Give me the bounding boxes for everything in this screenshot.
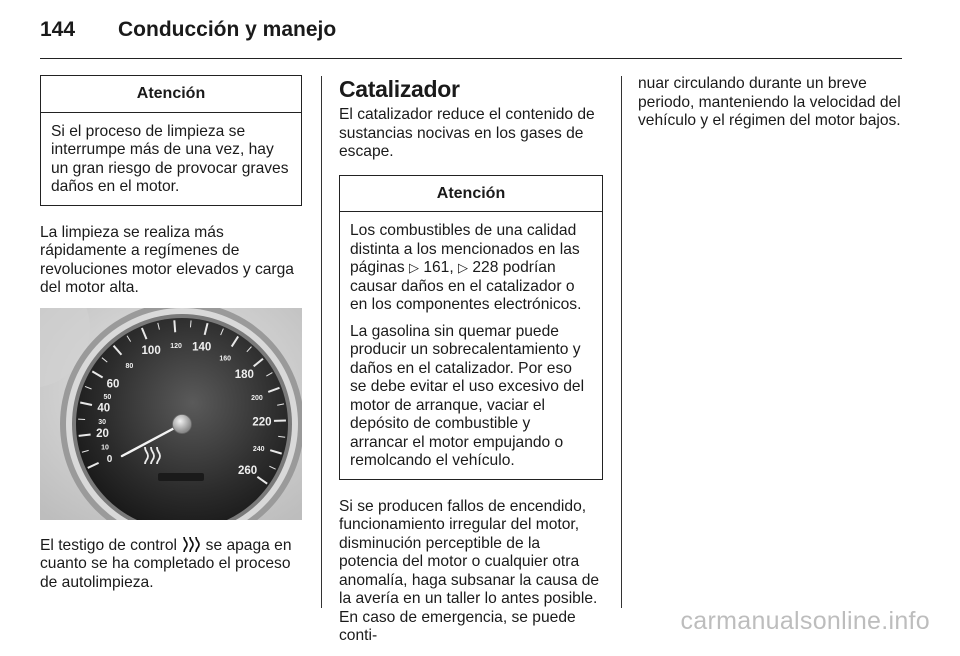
gauge-scale-label: 160	[219, 355, 231, 362]
notice-text: La gasolina sin quemar puede producir un sobrecalentamiento y daños en el catalizador. Por eso se debe evitar el uso excesivo del motor de arranque, vaciar el depósito de combustible y arrancar el motor empujando o remolcando el vehículo.	[350, 323, 592, 471]
notice-text: Si el proceso de limpieza se interrumpe más de una vez, hay un gran riesgo de provocar graves daños en el motor.	[51, 123, 291, 197]
gauge-scale-label: 220	[252, 416, 271, 428]
page-number: 144	[40, 18, 75, 42]
indicator-paragraph	[40, 536, 302, 593]
page-reference[interactable]: 228	[472, 259, 498, 276]
notice-text: Los combustibles de una calidad distinta a los mencionados en las páginas ▷ 161, ▷ 228 podrían causar daños en el catalizador o en los componentes electrónicos.	[350, 222, 592, 315]
watermark: carmanualsonline.info	[680, 607, 930, 636]
column-divider	[321, 76, 322, 608]
gauge-scale-label: 120	[170, 343, 182, 350]
body-paragraph: Si se producen fallos de encendido, funcionamiento irregular del motor, disminución perceptible de la potencia del motor o cualquier otra anomalía, haga subsanar la causa de la avería en un taller lo antes posible. En caso de emergencia, se puede conti-	[339, 498, 603, 646]
page-reference[interactable]: 161	[423, 259, 449, 276]
gauge-scale-label: 30	[98, 419, 106, 426]
column-divider	[621, 76, 622, 608]
page-header	[40, 16, 902, 59]
section-title: Conducción y manejo	[118, 18, 336, 42]
gauge-scale-label: 80	[125, 362, 133, 369]
column-3	[638, 75, 902, 141]
warning-notice	[40, 75, 302, 206]
body-paragraph: La limpieza se realiza más rápidamente a regímenes de revoluciones motor elevados y carga del motor alta.	[40, 224, 302, 298]
body-paragraph: nuar circulando durante un breve periodo, manteniendo la velocidad del vehículo y el régimen del motor bajos.	[638, 75, 902, 131]
gauge-scale-label: 200	[251, 395, 263, 402]
gauge-scale-label: 100	[142, 345, 161, 357]
gauge-tick	[79, 434, 91, 435]
speedometer-gauge	[40, 308, 302, 520]
gauge-tick	[190, 320, 191, 327]
gauge-scale-label: 20	[96, 428, 109, 440]
page-reference-arrow-icon: ▷	[409, 260, 419, 275]
gauge-scale-label: 260	[238, 464, 257, 476]
gauge-scale-label: 180	[235, 368, 254, 380]
gauge-scale-label: 240	[253, 445, 265, 452]
gauge-tick	[174, 320, 175, 332]
notice-text-part: podrían causar daños en el catalizador o en los componentes electrónicos.	[350, 259, 581, 313]
gauge-scale-label: 50	[103, 394, 111, 401]
notice-body	[41, 113, 301, 205]
gauge-scale-label: 0	[107, 453, 113, 464]
notice-body	[340, 212, 602, 479]
glow-plug-icon	[181, 536, 201, 553]
gauge-scale-label: 10	[101, 444, 109, 451]
gauge-scale-label: 140	[192, 341, 211, 353]
indicator-text-after: se apaga en cuanto se ha completado el proceso de autolimpieza.	[40, 537, 292, 591]
section-heading: Catalizador	[339, 76, 603, 102]
speedometer-image	[40, 308, 302, 520]
page-reference-arrow-icon: ▷	[458, 260, 468, 275]
warning-notice	[339, 175, 603, 480]
notice-title: Atención	[41, 76, 301, 113]
notice-text-part: Los combustibles de una calidad distinta a los mencionados en las páginas	[350, 222, 580, 276]
column-2	[339, 76, 603, 656]
intro-paragraph: El catalizador reduce el contenido de sustancias nocivas en los gases de escape.	[339, 106, 603, 162]
gauge-scale-label: 40	[97, 402, 110, 414]
column-1	[40, 75, 302, 602]
notice-title: Atención	[340, 176, 602, 213]
gauge-scale-label: 60	[107, 378, 120, 390]
indicator-text-before: El testigo de control	[40, 537, 177, 554]
